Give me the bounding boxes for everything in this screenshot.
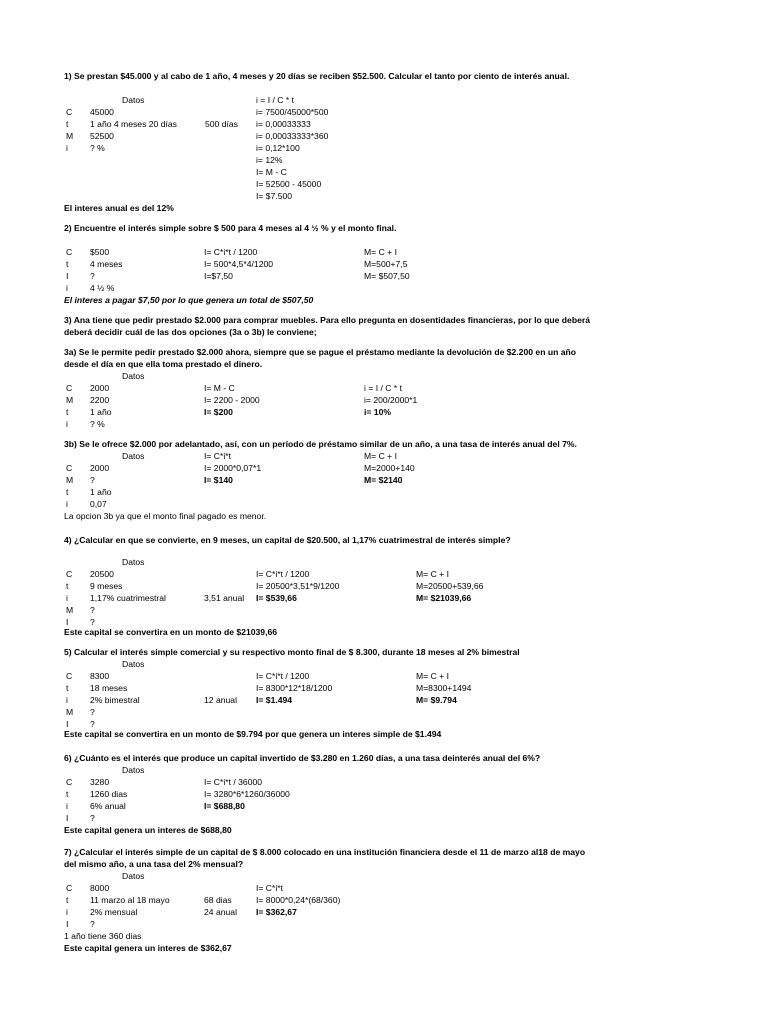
variable-value: ? [90,475,95,485]
conclusion: La opcion 3b ya que el monto final pagado es menor. [64,511,267,521]
formula-line: I= 2200 - 2000 [204,395,260,405]
formula-line: i= 200/2000*1 [364,395,418,405]
variable-value: 52500 [90,131,114,141]
formula-line: M=20500+539,66 [416,581,484,591]
variable-label: I [66,271,69,281]
variable-label: t [66,581,69,591]
variable-label: t [66,119,69,129]
formula-result: I= $539,66 [256,593,297,603]
variable-value: ? [90,617,95,627]
datos-header: Datos [122,371,145,381]
variable-value: 2000 [90,383,110,393]
variable-value: 11 marzo al 18 mayo [90,895,170,905]
conversion-note: 3,51 anual [204,593,245,603]
variable-label: C [66,107,73,117]
problem-3-title-cont: deberá decidir cuál de las dos opciones (3a o 3b) le conviene; [64,327,317,337]
variable-label: I [66,719,69,729]
datos-header: Datos [122,95,145,105]
problem-2-title: 2) Encuentre el interés simple sobre $ 500 para 4 meses al 4 ½ % y el monto final. [64,223,397,233]
variable-value: 2000 [90,463,110,473]
variable-label: t [66,259,69,269]
conclusion: Este capital genera un interes de $362,67 [64,943,232,953]
variable-label: t [66,895,69,905]
problem-3-title: 3) Ana tiene que pedir prestado $2.000 para comprar muebles. Para ello pregunta en dosentidades financieras, por lo que deberá [64,315,590,325]
variable-value: 1 año 4 meses 20 días [90,119,177,129]
formula-result: i= 10% [364,407,391,417]
datos-header: Datos [122,765,145,775]
variable-value: 45000 [90,107,114,117]
formula-line: M= C + I [416,671,449,681]
variable-value: ? [90,919,95,929]
variable-label: t [66,487,69,497]
variable-label: t [66,407,69,417]
variable-value: ? [90,719,95,729]
variable-label: M [66,605,74,615]
variable-label: i [66,593,68,603]
variable-value: 4 ½ % [90,283,115,293]
variable-label: i [66,283,68,293]
note: 1 año tiene 360 dias [64,931,142,941]
formula-result: I= $362,67 [256,907,297,917]
conclusion: Este capital se convertira en un monto de $21039,66 [64,627,278,637]
formula-result: M= $21039,66 [416,593,472,603]
problem-5-title: 5) Calcular el interés simple comercial y su respectivo monto final de $ 8.300, durante 18 meses al 2% bimestral [64,647,520,657]
variable-label: M [66,707,74,717]
formula-line: I= M - C [204,383,235,393]
problem-7-title: 7) ¿Calcular el interés simple de un capital de $ 8.000 colocado en una institución financiera desde el 11 de marzo al18 de mayo [64,847,586,857]
variable-label: i [66,907,68,917]
variable-label: i [66,695,68,705]
formula-line: i= 12% [256,155,283,165]
formula-line: i= 0,00033333 [256,119,311,129]
formula-line: M=500+7,5 [364,259,408,269]
formula-line: i= 0,12*100 [256,143,300,153]
formula-line: M= C + I [364,451,397,461]
conclusion: Este capital genera un interes de $688,80 [64,825,232,835]
variable-label: M [66,131,74,141]
variable-label: t [66,789,69,799]
problem-3a-title-cont: desde el día en que ella toma prestado el dinero. [64,359,263,369]
variable-label: C [66,569,73,579]
formula-line: I= $7.500 [256,191,293,201]
problem-3a-title: 3a) Se le permite pedir prestado $2.000 ahora, siempre que se pague el préstamo mediante la devolución de $2.200 en un año [64,347,576,357]
variable-label: C [66,247,73,257]
formula-line: I= M - C [256,167,287,177]
variable-value: 4 meses [90,259,123,269]
formula-line: I= 20500*3,51*9/1200 [256,581,340,591]
formula-line: M=8300+1494 [416,683,472,693]
variable-value: 0,07 [90,499,107,509]
formula-line: I= C*i*t [204,451,231,461]
variable-value: 1 año [90,407,112,417]
variable-value: 20500 [90,569,114,579]
formula-line: M=2000+140 [364,463,415,473]
formula-result: I= $200 [204,407,233,417]
problem-7-title-cont: del mismo año, a una tasa del 2% mensual? [64,859,244,869]
formula-result: M= $9.794 [416,695,457,705]
variable-value: 2% mensual [90,907,138,917]
problem-3b-title: 3b) Se le ofrece $2.000 por adelantado, así, con un período de préstamo similar de un año, a una tasa de interés anual del 7%. [64,439,577,449]
formula-line: M= C + I [364,247,397,257]
formula-line: i = I / C * t [256,95,294,105]
problem-4-title: 4) ¿Calcular en que se convierte, en 9 meses, un capital de $20.500, al 1,17% cuatrimestral de interés simple? [64,535,511,545]
variable-label: M [66,395,74,405]
variable-value: 2200 [90,395,110,405]
formula-line: I= 500*4,5*4/1200 [204,259,274,269]
formula-line: i = I / C * t [364,383,402,393]
datos-header: Datos [122,451,145,461]
variable-value: ? [90,813,95,823]
conclusion: Este capital se convertira en un monto de $9.794 por que genera un interes simple de $1.494 [64,729,442,739]
variable-label: i [66,143,68,153]
variable-label: i [66,801,68,811]
variable-value: 18 meses [90,683,128,693]
variable-label: t [66,683,69,693]
formula-result: I= $688,80 [204,801,245,811]
formula-line: I= 52500 - 45000 [256,179,322,189]
variable-label: I [66,617,69,627]
variable-value: 3280 [90,777,110,787]
variable-label: M [66,475,74,485]
variable-label: C [66,383,73,393]
problem-1-title: 1) Se prestan $45.000 y al cabo de 1 año, 4 meses y 20 días se reciben $52.500. Calcular el tanto por ciento de interés anual. [64,71,570,81]
conversion-note: 12 anual [204,695,237,705]
variable-value: 8000 [90,883,110,893]
variable-label: I [66,813,69,823]
variable-value: 1 año [90,487,112,497]
conversion-note: 68 dias [204,895,232,905]
datos-header: Datos [122,557,145,567]
variable-value: ? % [90,419,105,429]
variable-value: 1260 dias [90,789,128,799]
problem-6-title: 6) ¿Cuánto es el interés que produce un capital invertido de $3.280 en 1.260 días, a una tasa deinterés anual del 6%? [64,753,541,763]
conclusion: El interes anual es del 12% [64,203,174,213]
formula-line: I= 3280*6*1260/36000 [204,789,290,799]
variable-value: 8300 [90,671,110,681]
formula-result: I= $140 [204,475,233,485]
variable-label: C [66,883,73,893]
variable-label: C [66,671,73,681]
datos-header: Datos [122,659,145,669]
variable-value: 1,17% cuatrimestral [90,593,166,603]
variable-value: 2% bimestral [90,695,140,705]
conversion-note: 500 días [205,119,238,129]
formula-line: I= 8000*0,24*(68/360) [256,895,341,905]
variable-value: 6% anual [90,801,126,811]
formula-result: I= $1.494 [256,695,293,705]
variable-value: 9 meses [90,581,123,591]
variable-label: C [66,463,73,473]
formula-line: I= 2000*0,07*1 [204,463,262,473]
variable-value: ? [90,707,95,717]
formula-line: M= C + I [416,569,449,579]
formula-line: i= 7500/45000*500 [256,107,329,117]
formula-line: I= 8300*12*18/1200 [256,683,333,693]
formula-result: M= $2140 [364,475,403,485]
formula-line: I=$7,50 [204,271,233,281]
conversion-note: 24 anual [204,907,237,917]
variable-value: ? % [90,143,105,153]
conclusion: El interes a pagar $7,50 por lo que genera un total de $507,50 [64,295,314,305]
formula-line: I= C*i*t [256,883,283,893]
variable-label: i [66,419,68,429]
formula-line: I= C*i*t / 1200 [204,247,258,257]
formula-line: I= C*i*t / 1200 [256,671,310,681]
variable-value: ? [90,605,95,615]
variable-label: C [66,777,73,787]
variable-value: ? [90,271,95,281]
variable-value: $500 [90,247,110,257]
formula-line: I= C*i*t / 36000 [204,777,263,787]
formula-line: i= 0,00033333*360 [256,131,329,141]
formula-line: I= C*i*t / 1200 [256,569,310,579]
datos-header: Datos [122,871,145,881]
formula-line: M= $507,50 [364,271,410,281]
variable-label: I [66,919,69,929]
variable-label: i [66,499,68,509]
